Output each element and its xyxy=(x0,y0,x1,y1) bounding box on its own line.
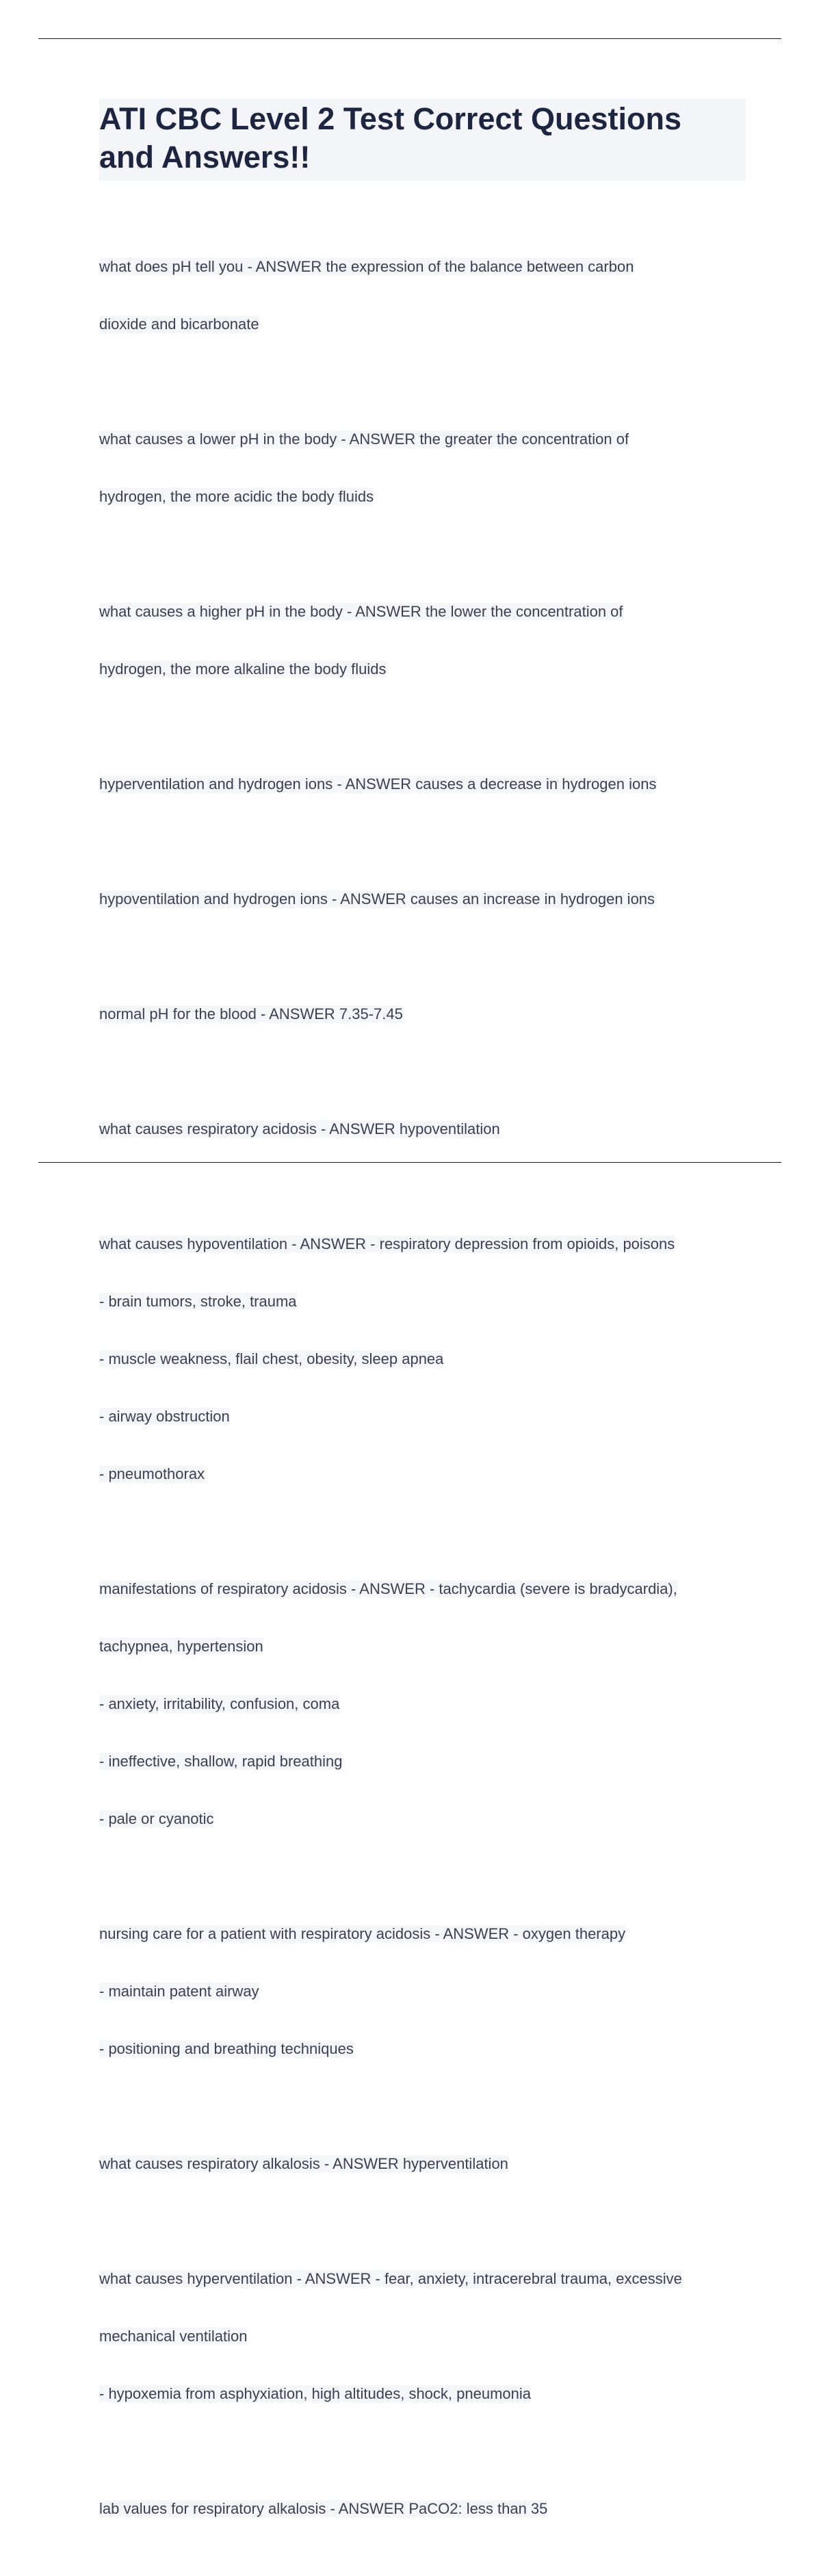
qa-line-text: hydrogen, the more alkaline the body fluids xyxy=(99,660,387,678)
qa-line xyxy=(99,602,746,621)
qa-item xyxy=(99,736,746,832)
qa-line xyxy=(99,660,746,679)
qa-line xyxy=(99,315,746,334)
qa-line-text: what does pH tell you - ANSWER the expression of the balance between carbon xyxy=(99,258,634,275)
qa-item xyxy=(99,564,746,717)
qa-item xyxy=(99,1196,746,1522)
qa-line-text: - maintain patent airway xyxy=(99,1983,259,2000)
qa-line-text: hyperventilation and hydrogen ions - ANSWER causes a decrease in hydrogen ions xyxy=(99,775,657,793)
top-rule xyxy=(38,38,781,39)
qa-line-text: - positioning and breathing techniques xyxy=(99,2040,354,2057)
qa-line xyxy=(99,1235,746,1254)
qa-line xyxy=(99,1695,746,1714)
qa-line xyxy=(99,1809,746,1829)
qa-item xyxy=(99,2461,746,2557)
qa-item xyxy=(99,851,746,947)
qa-line-text: what causes a lower pH in the body - ANSWER the greater the concentration of xyxy=(99,430,629,448)
qa-line xyxy=(99,2269,746,2289)
qa-line-text: what causes respiratory acidosis - ANSWER hypoventilation xyxy=(99,1120,500,1137)
qa-line-text: - pale or cyanotic xyxy=(99,1810,214,1827)
document-title: ATI CBC Level 2 Test Correct Questions and Answers!! xyxy=(99,99,746,181)
qa-line-text: - hypoxemia from asphyxiation, high altitudes, shock, pneumonia xyxy=(99,2385,532,2402)
qa-line xyxy=(99,257,746,276)
qa-line-text: - muscle weakness, flail chest, obesity, sleep apnea xyxy=(99,1350,444,1367)
qa-line xyxy=(99,2327,746,2346)
qa-line-text: - pneumothorax xyxy=(99,1465,205,1482)
qa-line xyxy=(99,487,746,506)
qa-line xyxy=(99,1752,746,1771)
qa-line xyxy=(99,2384,746,2404)
qa-line xyxy=(99,2499,746,2519)
qa-line-text: dioxide and bicarbonate xyxy=(99,315,259,333)
qa-line xyxy=(99,1580,746,1599)
qa-line xyxy=(99,1637,746,1656)
qa-line-text: hydrogen, the more acidic the body fluids xyxy=(99,488,374,505)
qa-line-text: what causes a higher pH in the body - ANSWER the lower the concentration of xyxy=(99,603,623,620)
qa-line-text: what causes hyperventilation - ANSWER - fear, anxiety, intracerebral trauma, excessive xyxy=(99,2270,682,2287)
document-body xyxy=(99,99,746,2576)
qa-line-text: hypoventilation and hydrogen ions - ANSWER causes an increase in hydrogen ions xyxy=(99,890,655,907)
qa-line xyxy=(99,1407,746,1426)
qa-line xyxy=(99,890,746,909)
qa-line-text: what causes hypoventilation - ANSWER - respiratory depression from opioids, poisons xyxy=(99,1235,675,1252)
qa-item xyxy=(99,219,746,372)
qa-line-text: - airway obstruction xyxy=(99,1408,230,1425)
qa-line-text: lab values for respiratory alkalosis - ANSWER PaCO2: less than 35 xyxy=(99,2500,548,2517)
qa-line-text: - anxiety, irritability, confusion, coma xyxy=(99,1695,340,1712)
qa-line xyxy=(99,1465,746,1484)
bottom-rule xyxy=(38,1162,781,1163)
qa-line-text: normal pH for the blood - ANSWER 7.35-7.45 xyxy=(99,1005,403,1022)
qa-line-text: nursing care for a patient with respiratory acidosis - ANSWER - oxygen therapy xyxy=(99,1925,626,1942)
qa-line xyxy=(99,2039,746,2059)
qa-line xyxy=(99,775,746,794)
qa-line-text: - brain tumors, stroke, trauma xyxy=(99,1293,297,1310)
qa-list xyxy=(99,219,746,2557)
qa-line xyxy=(99,430,746,449)
qa-item xyxy=(99,1541,746,1867)
qa-line xyxy=(99,1982,746,2001)
qa-line xyxy=(99,1005,746,1024)
qa-line xyxy=(99,2154,746,2174)
qa-item xyxy=(99,966,746,1062)
qa-line-text: tachypnea, hypertension xyxy=(99,1638,263,1655)
qa-line-text: what causes respiratory alkalosis - ANSWER hyperventilation xyxy=(99,2155,508,2172)
qa-item xyxy=(99,2231,746,2442)
qa-line xyxy=(99,1924,746,1944)
qa-item xyxy=(99,1081,746,1177)
qa-item xyxy=(99,391,746,545)
qa-line xyxy=(99,1350,746,1369)
qa-line xyxy=(99,1120,746,1139)
qa-line-text: - ineffective, shallow, rapid breathing xyxy=(99,1753,343,1770)
qa-line xyxy=(99,1292,746,1311)
qa-item xyxy=(99,2116,746,2212)
qa-line-text: manifestations of respiratory acidosis - ANSWER - tachycardia (severe is bradycardia), xyxy=(99,1580,677,1597)
qa-line-text: mechanical ventilation xyxy=(99,2328,248,2345)
qa-item xyxy=(99,1886,746,2097)
